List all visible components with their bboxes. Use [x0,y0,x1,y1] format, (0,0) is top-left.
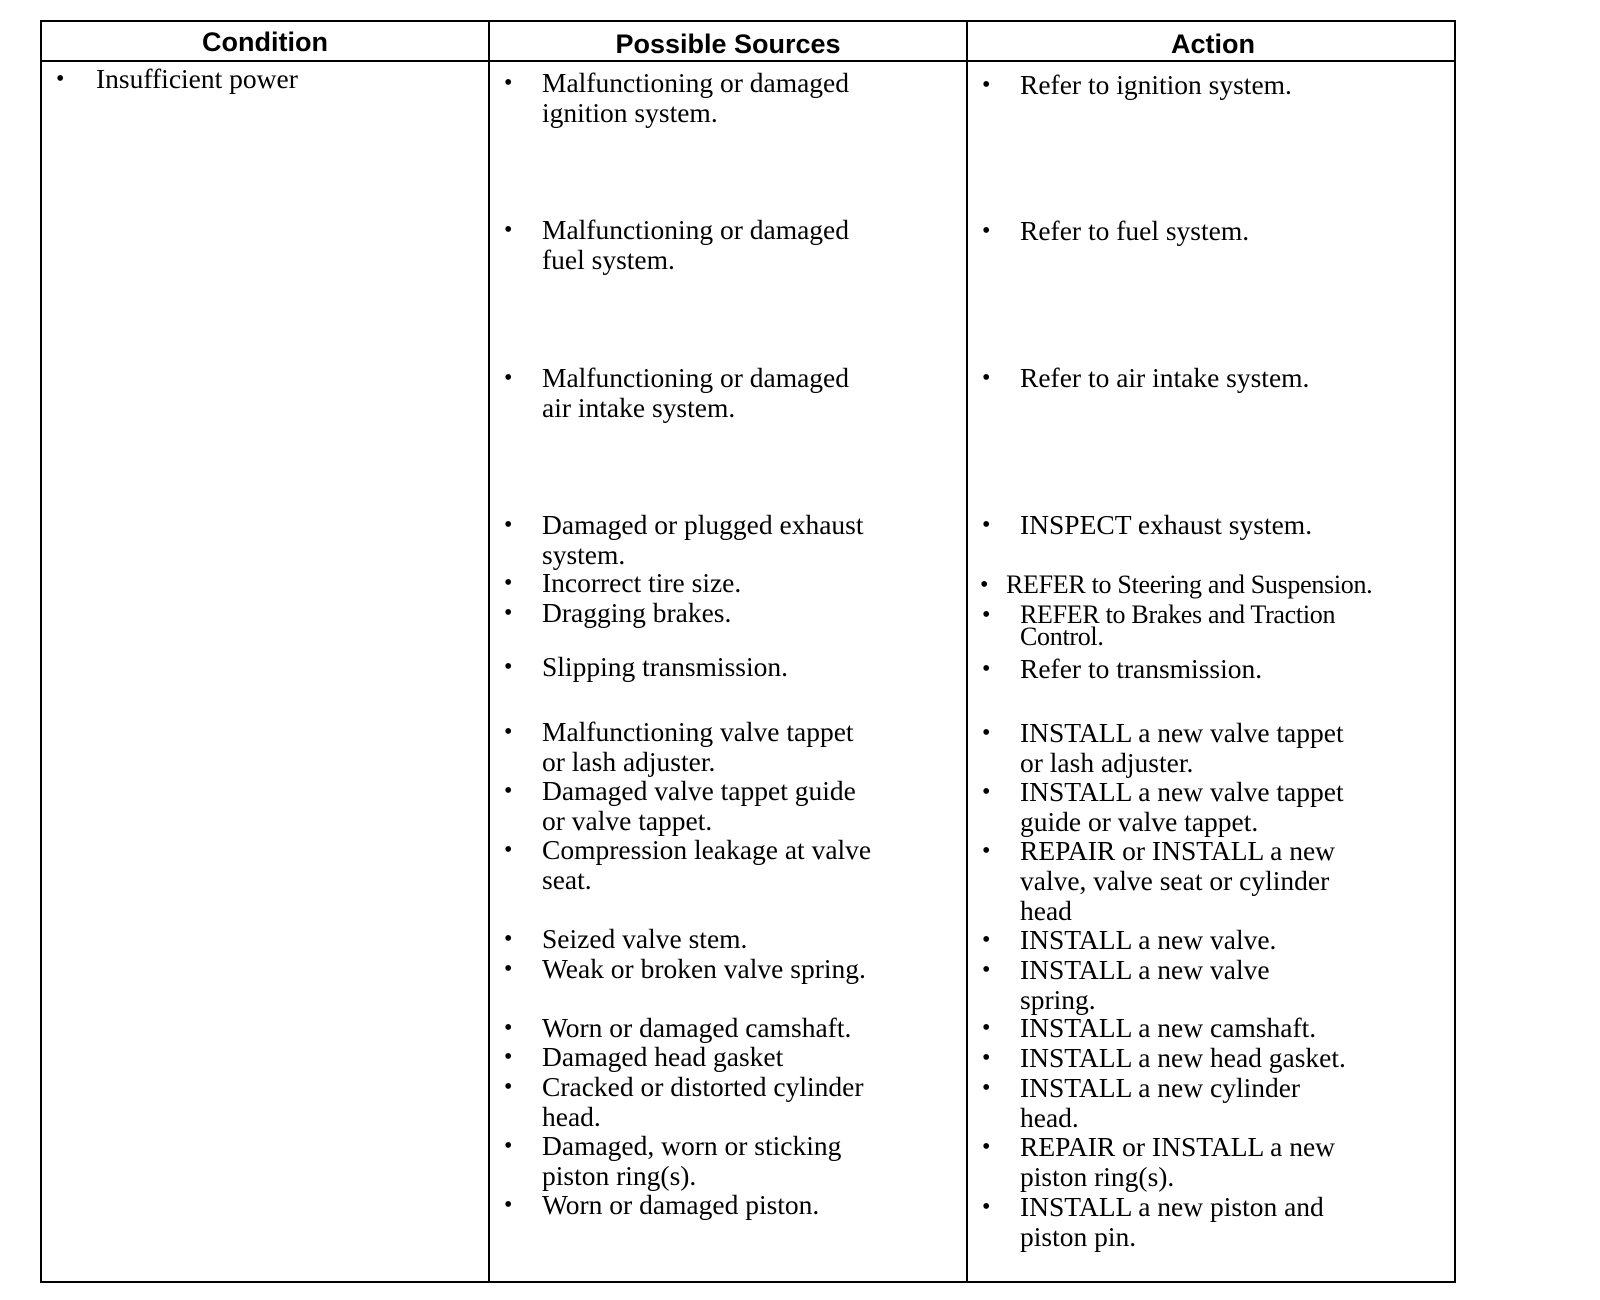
actions-item: INSTALL a new piston and piston pin. [1020,1191,1324,1252]
bullet-icon: • [982,1015,991,1041]
bullet-icon: • [504,365,513,391]
bullet-icon: • [504,600,513,626]
bullet-icon: • [982,602,991,628]
bullet-icon: • [504,719,513,745]
bullet-icon: • [504,654,513,680]
actions-item: INSTALL a new cylinder head. [1020,1072,1301,1133]
header-condition: Condition [202,26,328,57]
bullet-icon: • [980,572,989,598]
bullet-icon: • [504,837,513,863]
bullet-icon: • [982,779,991,805]
actions-item: Refer to ignition system. [1020,69,1292,100]
actions-item: Refer to fuel system. [1020,215,1250,246]
bullet-icon: • [982,957,991,983]
actions-item: Refer to transmission. [1020,653,1263,684]
sources-item: Seized valve stem. [542,923,748,954]
bullet-icon: • [504,1044,513,1070]
sources-item: Malfunctioning or damaged air intake system. [542,362,849,423]
actions-item: INSTALL a new valve tappet or lash adjuster. [1020,717,1344,778]
actions-item: Refer to air intake system. [1020,362,1310,393]
actions-item: INSTALL a new valve. [1020,924,1277,955]
bullet-icon: • [982,1075,991,1101]
bullet-icon: • [504,1192,513,1218]
bullet-icon: • [982,1134,991,1160]
bullet-icon: • [982,218,991,244]
sources-item: Malfunctioning or damaged ignition system. [542,67,849,128]
actions-item: INSTALL a new camshaft. [1020,1012,1317,1043]
bullet-icon: • [982,365,991,391]
bullet-icon: • [504,1133,513,1159]
condition-cell [42,22,488,1262]
sources-item: Worn or damaged piston. [542,1189,820,1220]
condition-item: Insufficient power [96,63,298,94]
bullet-icon: • [504,70,513,96]
actions-cell [968,22,1456,1262]
actions-item: INSTALL a new valve tappet guide or valve tappet. [1020,776,1344,837]
bullet-icon: • [504,217,513,243]
bullet-icon: • [504,778,513,804]
actions-item: REPAIR or INSTALL a new piston ring(s). [1020,1131,1336,1192]
header-possible-sources: Possible Sources [615,28,841,59]
sources-item: Damaged or plugged exhaust system. [542,509,864,570]
bullet-icon: • [504,956,513,982]
actions-item: REFER to Brakes and Traction Control. [1020,600,1336,651]
sources-item: Compression leakage at valve seat. [542,834,872,895]
bullet-icon: • [982,512,991,538]
sources-item: Worn or damaged camshaft. [542,1012,852,1043]
sources-item: Dragging brakes. [542,597,732,628]
bullet-icon: • [982,656,991,682]
sources-item: Cracked or distorted cylinder head. [542,1071,864,1132]
sources-item: Incorrect tire size. [542,567,742,598]
sources-item: Malfunctioning or damaged fuel system. [542,214,849,275]
sources-item: Damaged, worn or sticking piston ring(s). [542,1130,842,1191]
bullet-icon: • [504,570,513,596]
bullet-icon: • [982,1045,991,1071]
bullet-icon: • [982,1194,991,1220]
actions-item: INSTALL a new valve spring. [1020,954,1270,1015]
actions-item: REFER to Steering and Suspension. [1006,570,1373,599]
bullet-icon: • [982,720,991,746]
sources-item: Damaged head gasket [542,1041,784,1072]
sources-cell [490,22,966,1262]
bullet-icon: • [56,66,65,92]
bullet-icon: • [982,838,991,864]
bullet-icon: • [504,512,513,538]
troubleshooting-table [40,20,1456,1283]
sources-item: Malfunctioning valve tappet or lash adjuster. [542,716,854,777]
sources-item: Slipping transmission. [542,651,788,682]
bullet-icon: • [504,1074,513,1100]
sources-item: Weak or broken valve spring. [542,953,866,984]
actions-item: REPAIR or INSTALL a new valve, valve seat or cylinder head [1020,835,1336,926]
bullet-icon: • [982,72,991,98]
bullet-icon: • [504,1015,513,1041]
header-action: Action [1171,28,1255,59]
actions-item: INSTALL a new head gasket. [1020,1042,1346,1073]
sources-item: Damaged valve tappet guide or valve tappet. [542,775,856,836]
actions-item: INSPECT exhaust system. [1020,509,1313,540]
bullet-icon: • [504,926,513,952]
bullet-icon: • [982,927,991,953]
